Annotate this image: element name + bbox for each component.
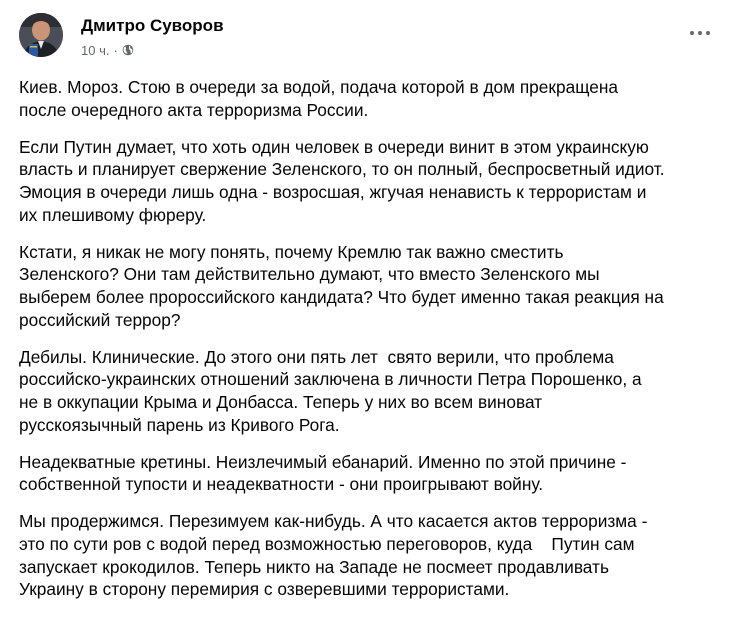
- text-line: это по сути ров с водой перед возможностью переговоров, куда Путин сам: [19, 534, 635, 555]
- paragraph-5: [19, 451, 719, 496]
- text-line: Украину в сторону перемирия с озверевшими террористами.: [19, 579, 510, 600]
- text-line: выберем более пророссийского кандидата? Что будет именно такая реакция на: [19, 286, 664, 307]
- paragraph-6: [19, 510, 719, 600]
- text-line: запускает крокодилов. Теперь никто на Западе не посмеет продавливать: [19, 556, 609, 577]
- author-name[interactable]: Дмитро Суворов: [81, 16, 224, 35]
- text-line: русскоязычный парень из Кривого Рога.: [19, 414, 340, 435]
- text-line: после очередного акта терроризма России.: [19, 99, 369, 120]
- text-line: Киев. Мороз. Стою в очереди за водой, подача которой в дом прекращена: [19, 77, 618, 97]
- text-line: собственной тупости и неадекватности - они проигрывают войну.: [19, 474, 544, 495]
- text-line: власть и планирует свержение Зеленского, то он полный, беспросветный идиот.: [19, 159, 665, 180]
- post-timestamp[interactable]: 10 ч.: [81, 42, 110, 58]
- paragraph-4: [19, 346, 719, 436]
- more-options-dot: [690, 31, 694, 35]
- avatar-photo: [19, 13, 63, 57]
- text-line: российско-украинских отношений заключена в личности Петра Порошенко, а: [19, 369, 642, 390]
- text-line: Мы продержимся. Перезимуем как-нибудь. А что касается актов терроризма -: [19, 511, 648, 532]
- post-meta: [81, 42, 134, 58]
- text-line: Если Путин думает, что хоть один человек в очереди винит в этом украинскую: [19, 136, 649, 157]
- text-line: Неадекватные кретины. Неизлечимый ебанарий. Именно по этой причине -: [19, 451, 627, 472]
- post-header: [19, 13, 716, 59]
- globe-icon[interactable]: [122, 44, 134, 56]
- paragraph-2: [19, 136, 719, 226]
- post-text: [19, 76, 719, 601]
- text-line: Эмоция в очереди лишь одна - возросшая, жгучая ненависть к террористам и: [19, 181, 647, 202]
- text-line: не в оккупации Крыма и Донбасса. Теперь у них во всем виноват: [19, 391, 543, 412]
- more-options-dot: [698, 31, 702, 35]
- text-line: Зеленского? Они там действительно думают, что вместо Зеленского мы: [19, 264, 600, 285]
- text-line: Дебилы. Клинические. До этого они пять лет свято верили, что проблема: [19, 346, 614, 367]
- more-options-button[interactable]: [686, 23, 714, 43]
- text-line: их плешивому фюреру.: [19, 204, 207, 225]
- text-line: российский террор?: [19, 309, 181, 330]
- author-avatar[interactable]: [19, 13, 63, 57]
- text-line: Кстати, я никак не могу понять, почему Кремлю так важно сместить: [19, 241, 564, 262]
- more-options-dot: [706, 31, 710, 35]
- paragraph-1: [19, 76, 719, 121]
- meta-separator: ·: [113, 42, 118, 58]
- paragraph-3: [19, 241, 719, 331]
